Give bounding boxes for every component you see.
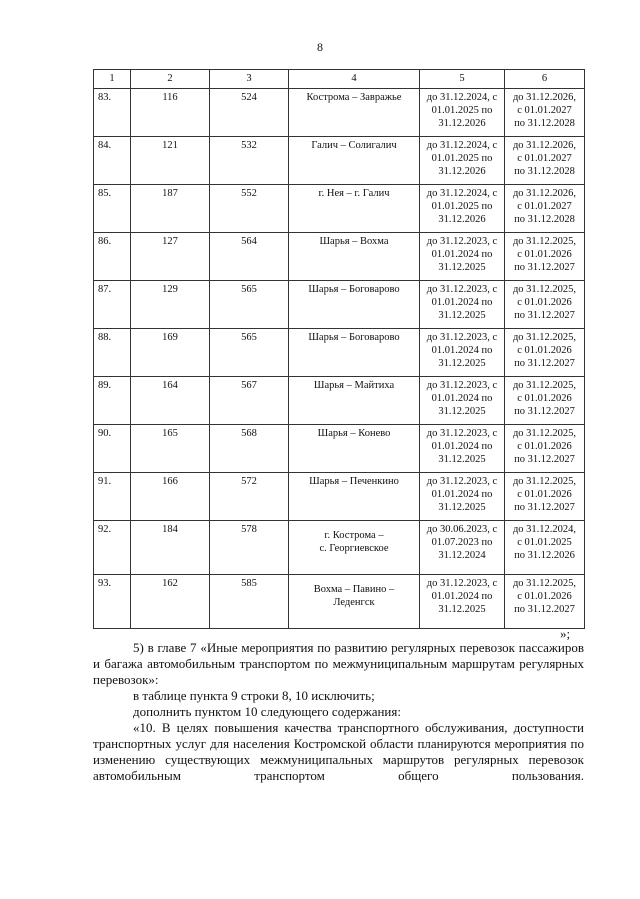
column-header: 2 (131, 70, 210, 89)
contract-term-cell-line: 01.07.2023 по (431, 537, 493, 548)
contract-term-cell-line: до 31.12.2023, с (426, 236, 498, 247)
contract-term-cell-line: 31.12.2026 (438, 118, 486, 129)
registration-number-cell-line: 166 (162, 476, 178, 487)
route-number-cell (210, 521, 289, 575)
registration-number-cell-line: 127 (162, 236, 178, 247)
extension-term-cell-line: по 31.12.2027 (514, 310, 575, 321)
extension-term-cell (505, 89, 585, 137)
contract-term-cell-line: 31.12.2025 (438, 358, 486, 369)
extension-term-cell-line: до 31.12.2025, (512, 284, 577, 295)
route-name-cell (289, 137, 420, 185)
registration-number-cell-line: 129 (162, 284, 178, 295)
contract-term-cell (420, 521, 505, 575)
paragraph-exclude-rows: в таблице пункта 9 строки 8, 10 исключить; (133, 688, 375, 703)
contract-term-cell-line: 31.12.2025 (438, 310, 486, 321)
registration-number-cell (131, 137, 210, 185)
extension-term-cell-line: по 31.12.2027 (514, 358, 575, 369)
route-number-cell (210, 377, 289, 425)
route-name-cell-line: Шарья – Боговарово (308, 284, 400, 295)
contract-term-cell-line: до 31.12.2023, с (426, 284, 498, 295)
route-name-cell (289, 233, 420, 281)
contract-term-cell-line: 31.12.2025 (438, 406, 486, 417)
route-name-cell (289, 473, 420, 521)
extension-term-cell-line: до 31.12.2025, (512, 236, 577, 247)
extension-term-cell-line: по 31.12.2027 (514, 604, 575, 615)
registration-number-cell-line: 164 (162, 380, 178, 391)
extension-term-cell-line: до 31.12.2026, (512, 140, 577, 151)
contract-term-cell-line: до 31.12.2023, с (426, 332, 498, 343)
contract-term-cell-line: до 31.12.2023, с (426, 476, 498, 487)
contract-term-cell-line: 31.12.2025 (438, 502, 486, 513)
contract-term-cell (420, 185, 505, 233)
extension-term-cell-line: до 31.12.2026, (512, 92, 577, 103)
extension-term-cell-line: с 01.01.2027 (517, 153, 572, 164)
row-number-cell-line: 93. (98, 578, 112, 589)
extension-term-cell-line: до 31.12.2026, (512, 188, 577, 199)
contract-term-cell-line: до 31.12.2023, с (426, 380, 498, 391)
contract-term-cell-line: 01.01.2024 по (431, 591, 493, 602)
table-row (94, 233, 585, 281)
contract-term-cell (420, 575, 505, 629)
contract-term-cell-line: до 30.06.2023, с (426, 524, 498, 535)
route-name-cell (289, 281, 420, 329)
registration-number-cell (131, 473, 210, 521)
extension-term-cell (505, 233, 585, 281)
route-name-cell: г. Кострома – с. Георгиевское (289, 521, 420, 575)
contract-term-cell-line: 01.01.2024 по (431, 489, 493, 500)
extension-term-cell-line: с 01.01.2026 (517, 393, 572, 404)
route-number-cell (210, 575, 289, 629)
registration-number-cell (131, 329, 210, 377)
route-number-cell-line: 572 (241, 476, 257, 487)
route-number-cell-line: 565 (241, 284, 257, 295)
extension-term-cell-line: по 31.12.2027 (514, 502, 575, 513)
route-number-cell (210, 425, 289, 473)
table-row (94, 377, 585, 425)
route-number-cell-line: 552 (241, 188, 257, 199)
contract-term-cell-line: до 31.12.2024, с (426, 92, 498, 103)
contract-term-cell-line: 31.12.2025 (438, 604, 486, 615)
contract-term-cell (420, 137, 505, 185)
table-row (94, 473, 585, 521)
column-header: 4 (289, 70, 420, 89)
extension-term-cell-line: по 31.12.2028 (514, 118, 575, 129)
extension-term-cell-line: с 01.01.2026 (517, 441, 572, 452)
extension-term-cell (505, 425, 585, 473)
extension-term-cell-line: по 31.12.2027 (514, 454, 575, 465)
row-number-cell-line: 85. (98, 188, 112, 199)
page-number: 8 (317, 40, 323, 54)
paragraph-item-10: «10. В целях повышения качества транспортного обслуживания, доступности транспортных услуг для населения Костромской области планируются мероприятия по изменению существующих межмуниципальных маршрутов регулярных перевозок автомобильным транспортом общего пользования. (93, 720, 584, 783)
contract-term-cell-line: 01.01.2024 по (431, 345, 493, 356)
route-number-cell-line: 567 (241, 380, 257, 391)
route-number-cell-line: 564 (241, 236, 257, 247)
row-number-cell-line: 86. (98, 236, 112, 247)
table-body (94, 89, 585, 629)
closing-quote-mark: »; (560, 626, 571, 641)
route-number-cell (210, 233, 289, 281)
contract-term-cell (420, 281, 505, 329)
extension-term-cell-line: до 31.12.2025, (512, 332, 577, 343)
extension-term-cell-line: по 31.12.2028 (514, 166, 575, 177)
route-name-cell-line: Шарья – Конево (317, 428, 391, 439)
registration-number-cell-line: 169 (162, 332, 178, 343)
contract-term-cell-line: 31.12.2026 (438, 166, 486, 177)
row-number-cell (94, 575, 131, 629)
extension-term-cell (505, 473, 585, 521)
route-name-cell: Вохма – Павино – Леденгск (289, 575, 420, 629)
contract-term-cell-line: до 31.12.2023, с (426, 578, 498, 589)
row-number-cell-line: 84. (98, 140, 112, 151)
extension-term-cell (505, 575, 585, 629)
row-number-cell (94, 185, 131, 233)
route-name-cell-line: Шарья – Боговарово (308, 332, 400, 343)
contract-term-cell-line: 01.01.2025 по (431, 105, 493, 116)
routes-table (93, 69, 585, 629)
registration-number-cell (131, 575, 210, 629)
registration-number-cell (131, 233, 210, 281)
extension-term-cell-line: с 01.01.2025 (517, 537, 572, 548)
row-number-cell-line: 92. (98, 524, 112, 535)
contract-term-cell-line: 01.01.2024 по (431, 441, 493, 452)
extension-term-cell-line: до 31.12.2025, (512, 380, 577, 391)
column-header: 3 (210, 70, 289, 89)
extension-term-cell-line: до 31.12.2025, (512, 476, 577, 487)
contract-term-cell-line: 01.01.2025 по (431, 201, 493, 212)
table-header-row (94, 70, 585, 89)
extension-term-cell-line: с 01.01.2026 (517, 297, 572, 308)
row-number-cell (94, 137, 131, 185)
contract-term-cell-line: до 31.12.2024, с (426, 188, 498, 199)
route-number-cell-line: 524 (241, 92, 257, 103)
route-name-cell-line: г. Нея – г. Галич (318, 188, 390, 199)
registration-number-cell-line: 187 (162, 188, 178, 199)
route-name-cell-line: Шарья – Майтиха (313, 380, 395, 391)
route-number-cell-line: 578 (241, 524, 257, 535)
row-number-cell-line: 83. (98, 92, 112, 103)
contract-term-cell-line: 31.12.2024 (438, 550, 486, 561)
route-number-cell (210, 185, 289, 233)
registration-number-cell-line: 184 (162, 524, 178, 535)
row-number-cell (94, 473, 131, 521)
contract-term-cell (420, 473, 505, 521)
route-name-cell (289, 185, 420, 233)
route-name-cell-line: Кострома – Завражье (306, 92, 402, 103)
extension-term-cell-line: по 31.12.2027 (514, 262, 575, 273)
paragraph-add-item: дополнить пунктом 10 следующего содержания: (133, 704, 401, 719)
extension-term-cell-line: по 31.12.2026 (514, 550, 575, 561)
registration-number-cell-line: 116 (162, 92, 178, 103)
row-number-cell-line: 91. (98, 476, 112, 487)
registration-number-cell (131, 89, 210, 137)
contract-term-cell (420, 377, 505, 425)
route-number-cell (210, 473, 289, 521)
registration-number-cell (131, 425, 210, 473)
route-name-cell-line: Шарья – Вохма (319, 236, 389, 247)
row-number-cell (94, 329, 131, 377)
extension-term-cell-line: с 01.01.2026 (517, 489, 572, 500)
extension-term-cell (505, 185, 585, 233)
contract-term-cell (420, 329, 505, 377)
table-row (94, 329, 585, 377)
row-number-cell (94, 233, 131, 281)
table-row (94, 89, 585, 137)
extension-term-cell-line: с 01.01.2026 (517, 591, 572, 602)
extension-term-cell-line: с 01.01.2026 (517, 249, 572, 260)
route-number-cell (210, 281, 289, 329)
extension-term-cell-line: с 01.01.2027 (517, 105, 572, 116)
extension-term-cell (505, 521, 585, 575)
extension-term-cell-line: по 31.12.2027 (514, 406, 575, 417)
column-header: 5 (420, 70, 505, 89)
route-name-cell-line: Шарья – Печенкино (309, 476, 399, 487)
route-number-cell-line: 565 (241, 332, 257, 343)
route-name-cell-line: Галич – Солигалич (311, 140, 397, 151)
registration-number-cell (131, 185, 210, 233)
row-number-cell (94, 521, 131, 575)
registration-number-cell-line: 165 (162, 428, 178, 439)
table-row (94, 137, 585, 185)
route-number-cell (210, 89, 289, 137)
registration-number-cell-line: 121 (162, 140, 178, 151)
paragraph-chapter-7: 5) в главе 7 «Иные мероприятия по развитию регулярных перевозок пассажиров и багажа автомобильным транспортом по межмуниципальным маршрутам регулярных перевозок»: (93, 640, 584, 687)
route-name-cell (289, 89, 420, 137)
extension-term-cell-line: до 31.12.2025, (512, 578, 577, 589)
route-number-cell-line: 585 (241, 578, 257, 589)
row-number-cell (94, 425, 131, 473)
table-row (94, 185, 585, 233)
extension-term-cell (505, 281, 585, 329)
registration-number-cell (131, 377, 210, 425)
contract-term-cell-line: 31.12.2025 (438, 262, 486, 273)
contract-term-cell (420, 89, 505, 137)
registration-number-cell-line: 162 (162, 578, 178, 589)
extension-term-cell-line: до 31.12.2024, (512, 524, 577, 535)
table-row (94, 425, 585, 473)
contract-term-cell-line: 01.01.2024 по (431, 297, 493, 308)
row-number-cell (94, 377, 131, 425)
contract-term-cell-line: 01.01.2024 по (431, 393, 493, 404)
registration-number-cell (131, 521, 210, 575)
route-number-cell-line: 568 (241, 428, 257, 439)
table-row (94, 521, 585, 575)
column-header: 1 (94, 70, 131, 89)
row-number-cell (94, 89, 131, 137)
extension-term-cell (505, 377, 585, 425)
contract-term-cell-line: до 31.12.2023, с (426, 428, 498, 439)
table-row (94, 281, 585, 329)
row-number-cell-line: 88. (98, 332, 112, 343)
body-text (93, 640, 584, 784)
row-number-cell-line: 90. (98, 428, 112, 439)
extension-term-cell (505, 329, 585, 377)
route-number-cell (210, 137, 289, 185)
row-number-cell (94, 281, 131, 329)
extension-term-cell-line: с 01.01.2027 (517, 201, 572, 212)
extension-term-cell-line: до 31.12.2025, (512, 428, 577, 439)
route-name-cell (289, 425, 420, 473)
row-number-cell-line: 87. (98, 284, 112, 295)
column-header: 6 (505, 70, 585, 89)
row-number-cell-line: 89. (98, 380, 112, 391)
route-name-cell (289, 329, 420, 377)
table-row (94, 575, 585, 629)
extension-term-cell-line: по 31.12.2028 (514, 214, 575, 225)
route-number-cell-line: 532 (241, 140, 257, 151)
extension-term-cell-line: с 01.01.2026 (517, 345, 572, 356)
contract-term-cell-line: до 31.12.2024, с (426, 140, 498, 151)
contract-term-cell (420, 425, 505, 473)
route-name-cell (289, 377, 420, 425)
contract-term-cell-line: 01.01.2025 по (431, 153, 493, 164)
registration-number-cell (131, 281, 210, 329)
route-number-cell (210, 329, 289, 377)
contract-term-cell-line: 31.12.2026 (438, 214, 486, 225)
contract-term-cell-line: 01.01.2024 по (431, 249, 493, 260)
contract-term-cell (420, 233, 505, 281)
extension-term-cell (505, 137, 585, 185)
contract-term-cell-line: 31.12.2025 (438, 454, 486, 465)
